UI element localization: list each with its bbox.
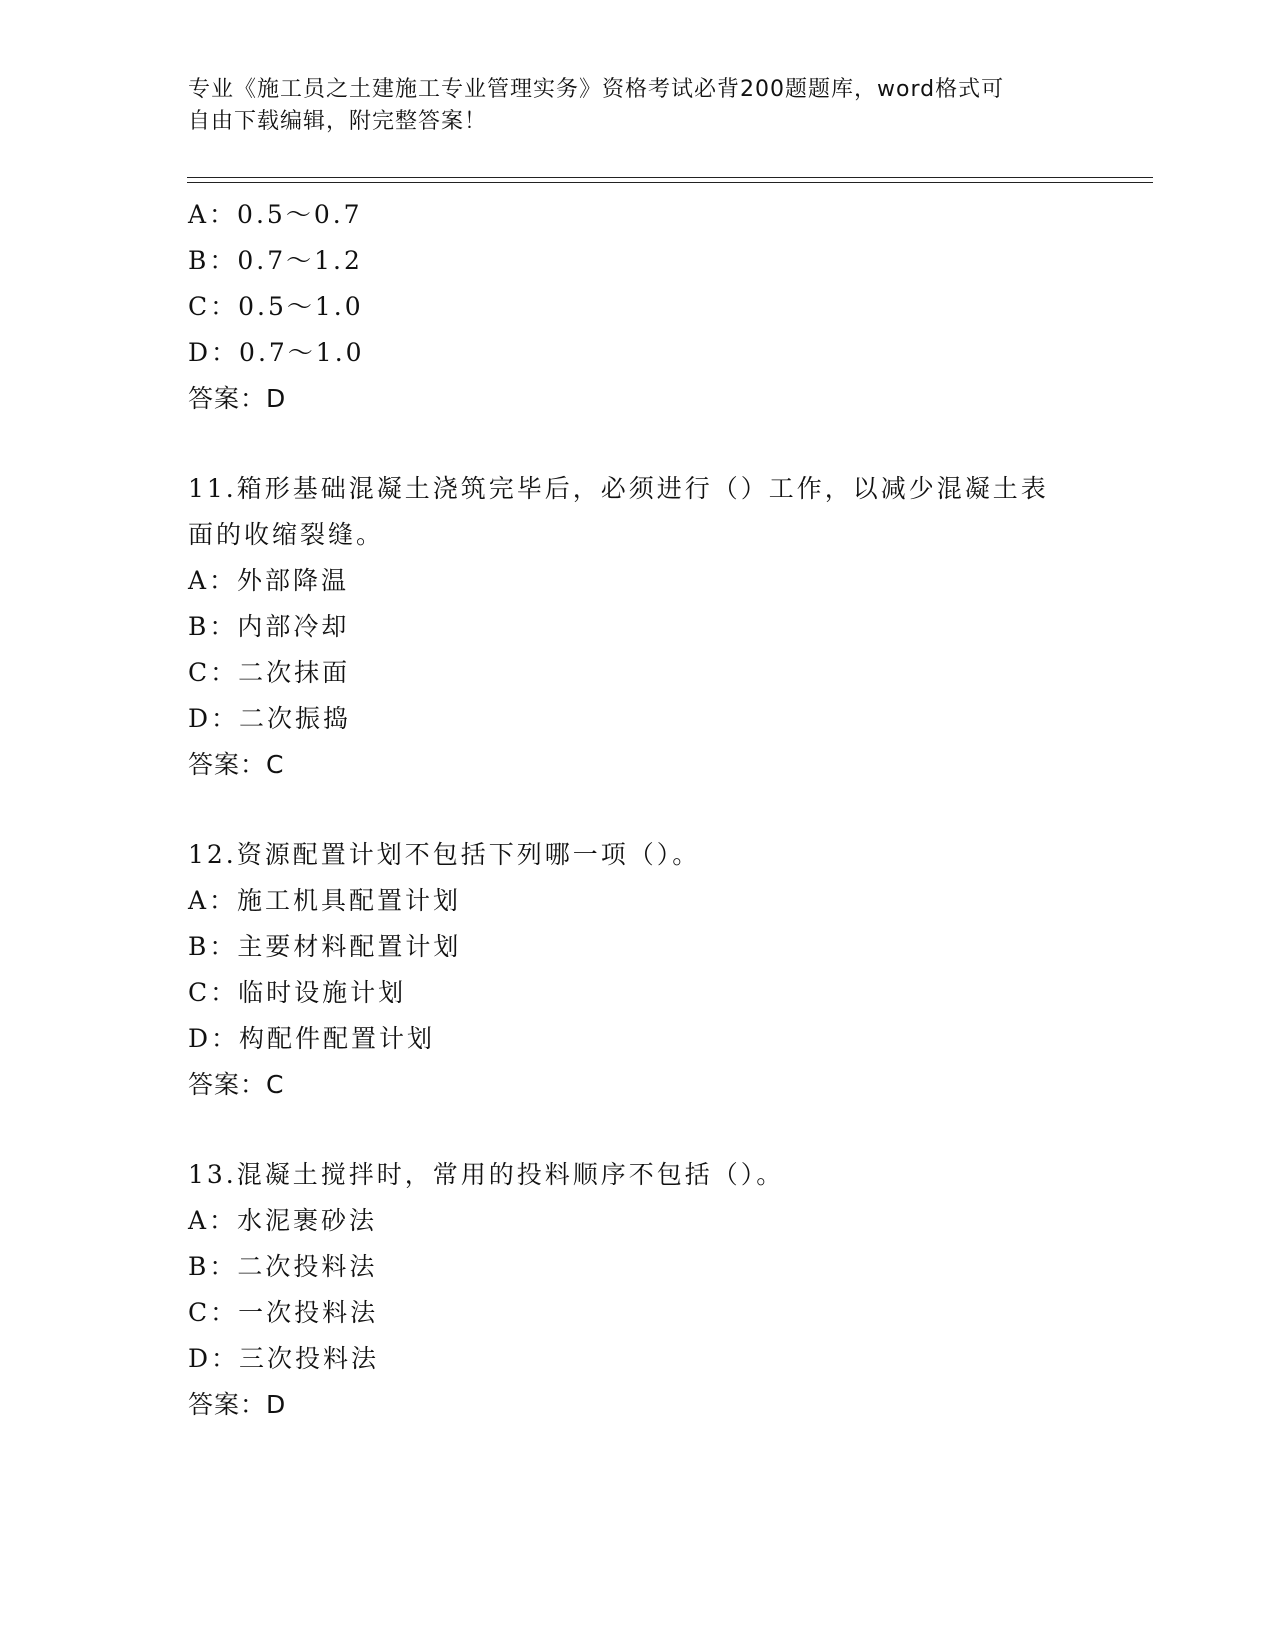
question-text-continued: 面的收缩裂缝。	[188, 520, 385, 549]
header-rule-bottom	[187, 182, 1153, 183]
option-d: D：三次投料法	[188, 1344, 380, 1373]
spacer	[188, 1108, 1088, 1152]
option-a: A：施工机具配置计划	[188, 886, 462, 915]
question-list	[188, 192, 1088, 1428]
option-b: B：二次投料法	[188, 1252, 378, 1281]
question-12	[188, 832, 1088, 1108]
option-d: D：0.7～1.0	[188, 338, 365, 367]
option-a: A：水泥裹砂法	[188, 1206, 378, 1235]
option-a: A：外部降温	[188, 566, 350, 595]
option-c: C：临时设施计划	[188, 978, 407, 1007]
question-text: 11.箱形基础混凝土浇筑完毕后，必须进行（）工作，以减少混凝土表	[188, 474, 1049, 503]
header-line-1: 专业《施工员之土建施工专业管理实务》资格考试必背200题题库，word格式可	[188, 77, 1005, 102]
answer: 答案：C	[188, 750, 285, 779]
question-11	[188, 466, 1088, 788]
option-b: B：主要材料配置计划	[188, 932, 462, 961]
question-13	[188, 1152, 1088, 1428]
question-10	[188, 192, 1088, 422]
option-b: B：0.7～1.2	[188, 246, 363, 275]
option-a: A：0.5～0.7	[188, 200, 363, 229]
document-header	[188, 74, 1068, 138]
option-b: B：内部冷却	[188, 612, 350, 641]
option-d: D：构配件配置计划	[188, 1024, 436, 1053]
question-text: 12.资源配置计划不包括下列哪一项（）。	[188, 840, 701, 869]
header-line-2: 自由下载编辑，附完整答案！	[188, 109, 488, 134]
option-c: C：一次投料法	[188, 1298, 379, 1327]
option-c: C：二次抹面	[188, 658, 351, 687]
question-text: 13.混凝土搅拌时，常用的投料顺序不包括（）。	[188, 1160, 785, 1189]
option-c: C：0.5～1.0	[188, 292, 364, 321]
header-rule-top	[187, 177, 1153, 178]
option-d: D：二次振捣	[188, 704, 352, 733]
answer: 答案：D	[188, 1390, 287, 1419]
spacer	[188, 788, 1088, 832]
spacer	[188, 422, 1088, 466]
answer: 答案：D	[188, 384, 287, 413]
answer: 答案：C	[188, 1070, 285, 1099]
